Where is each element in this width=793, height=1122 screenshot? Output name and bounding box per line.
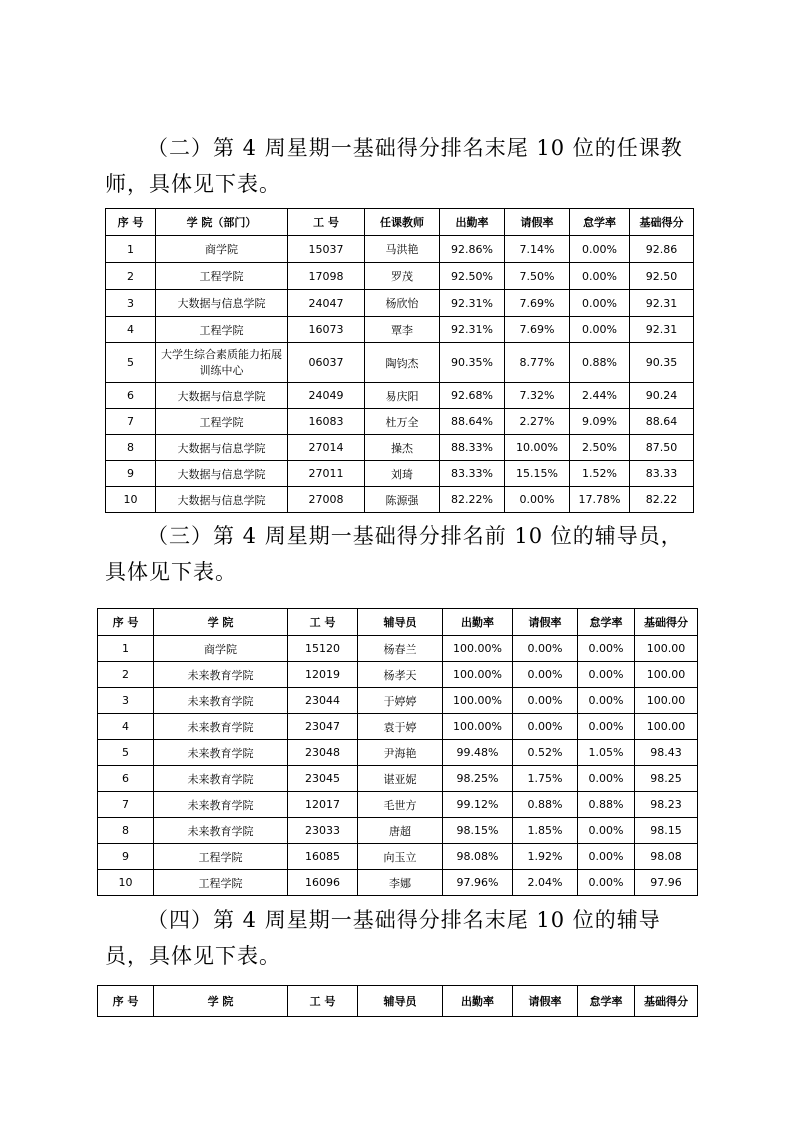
table-cell: 7.50% [505, 263, 570, 290]
table-cell: 23048 [288, 740, 358, 766]
table-cell: 0.00% [513, 714, 578, 740]
table-cell: 未来教育学院 [154, 688, 288, 714]
table-cell: 82.22 [630, 487, 694, 513]
table-cell: 商学院 [156, 236, 288, 263]
table-row [106, 409, 694, 435]
column-header: 辅导员 [358, 986, 443, 1017]
table-cell: 操杰 [365, 435, 440, 461]
column-header: 学 院 [154, 986, 288, 1017]
column-header: 辅导员 [358, 609, 443, 636]
table-cell: 90.35 [630, 343, 694, 383]
table-cell: 7.32% [505, 383, 570, 409]
table-cell: 24049 [288, 383, 365, 409]
table-cell: 27011 [288, 461, 365, 487]
table-row [106, 263, 694, 290]
column-header: 出勤率 [443, 609, 513, 636]
column-header: 怠学率 [570, 209, 630, 236]
column-header: 基础得分 [630, 209, 694, 236]
table-cell: 10 [106, 487, 156, 513]
table-cell: 工程学院 [154, 870, 288, 896]
table-cell: 10 [98, 870, 154, 896]
table-cell: 90.24 [630, 383, 694, 409]
table-cell: 7.69% [505, 290, 570, 317]
table-cell: 90.35% [440, 343, 505, 383]
column-header: 请假率 [505, 209, 570, 236]
table-cell: 83.33 [630, 461, 694, 487]
table-cell: 15120 [288, 636, 358, 662]
table-cell: 7 [98, 792, 154, 818]
column-header: 序 号 [98, 609, 154, 636]
table-cell: 2.44% [570, 383, 630, 409]
table-cell: 06037 [288, 343, 365, 383]
table-cell: 27014 [288, 435, 365, 461]
table-cell: 0.00% [578, 870, 635, 896]
table-cell: 100.00% [443, 636, 513, 662]
column-header: 学 院（部门） [156, 209, 288, 236]
table-row [106, 435, 694, 461]
table-row [98, 818, 698, 844]
table-cell: 易庆阳 [365, 383, 440, 409]
table-cell: 未来教育学院 [154, 818, 288, 844]
table-cell: 未来教育学院 [154, 766, 288, 792]
table-cell: 1.05% [578, 740, 635, 766]
table-cell: 92.31 [630, 290, 694, 317]
column-header: 请假率 [513, 986, 578, 1017]
table-cell: 0.52% [513, 740, 578, 766]
table-cell: 100.00 [635, 636, 698, 662]
table-cell: 0.00% [578, 636, 635, 662]
table-cell: 尹海艳 [358, 740, 443, 766]
table-cell: 98.08% [443, 844, 513, 870]
table-cell: 16085 [288, 844, 358, 870]
table-cell: 92.86% [440, 236, 505, 263]
table-cell: 100.00 [635, 688, 698, 714]
table-cell: 23047 [288, 714, 358, 740]
table-cell: 16073 [288, 317, 365, 343]
table-row [98, 636, 698, 662]
table-cell: 98.25% [443, 766, 513, 792]
column-header: 工 号 [288, 609, 358, 636]
table-cell: 0.88% [570, 343, 630, 383]
table-cell: 大数据与信息学院 [156, 487, 288, 513]
table-cell: 袁于婷 [358, 714, 443, 740]
column-header: 序 号 [106, 209, 156, 236]
table-cell: 98.23 [635, 792, 698, 818]
table-cell: 毛世方 [358, 792, 443, 818]
column-header: 怠学率 [578, 986, 635, 1017]
table-row [106, 461, 694, 487]
table-row [106, 383, 694, 409]
table-cell: 1 [98, 636, 154, 662]
table-cell: 8 [106, 435, 156, 461]
table-cell: 98.43 [635, 740, 698, 766]
counselor-top10-table [97, 608, 698, 896]
table-cell: 92.31% [440, 317, 505, 343]
table-cell: 工程学院 [154, 844, 288, 870]
table-cell: 4 [106, 317, 156, 343]
table-cell: 大学生综合素质能力拓展训练中心 [156, 343, 288, 383]
table-cell: 1.85% [513, 818, 578, 844]
table-cell: 未来教育学院 [154, 740, 288, 766]
table-cell: 24047 [288, 290, 365, 317]
table-cell: 82.22% [440, 487, 505, 513]
table-cell: 9 [106, 461, 156, 487]
table-cell: 23044 [288, 688, 358, 714]
table-cell: 17.78% [570, 487, 630, 513]
table-cell: 向玉立 [358, 844, 443, 870]
table-cell: 刘琦 [365, 461, 440, 487]
table-cell: 6 [98, 766, 154, 792]
table-cell: 7.14% [505, 236, 570, 263]
table-cell: 工程学院 [156, 409, 288, 435]
table-cell: 83.33% [440, 461, 505, 487]
table-cell: 0.00% [570, 317, 630, 343]
table-cell: 7 [106, 409, 156, 435]
table-cell: 15.15% [505, 461, 570, 487]
table-cell: 88.64% [440, 409, 505, 435]
table-row [106, 343, 694, 383]
table-cell: 3 [98, 688, 154, 714]
column-header: 序 号 [98, 986, 154, 1017]
table-cell: 杜万全 [365, 409, 440, 435]
table-cell: 8.77% [505, 343, 570, 383]
table-row [106, 487, 694, 513]
table-cell: 100.00 [635, 714, 698, 740]
table-cell: 覃李 [365, 317, 440, 343]
table-row [98, 714, 698, 740]
table-row [98, 662, 698, 688]
table-row [106, 317, 694, 343]
table-cell: 92.50% [440, 263, 505, 290]
table-cell: 0.88% [578, 792, 635, 818]
table-cell: 未来教育学院 [154, 792, 288, 818]
table-header-row [98, 986, 698, 1017]
table-cell: 2 [98, 662, 154, 688]
table-cell: 杨欣怡 [365, 290, 440, 317]
column-header: 基础得分 [635, 986, 698, 1017]
table-cell: 未来教育学院 [154, 662, 288, 688]
table-cell: 87.50 [630, 435, 694, 461]
table-cell: 大数据与信息学院 [156, 383, 288, 409]
table-cell: 99.12% [443, 792, 513, 818]
table-cell: 23033 [288, 818, 358, 844]
column-header: 工 号 [288, 986, 358, 1017]
table-cell: 1.75% [513, 766, 578, 792]
table-cell: 92.31 [630, 317, 694, 343]
table-cell: 9 [98, 844, 154, 870]
table-row [98, 766, 698, 792]
table-cell: 1 [106, 236, 156, 263]
table-cell: 0.00% [578, 714, 635, 740]
table-cell: 12019 [288, 662, 358, 688]
table-cell: 0.00% [578, 662, 635, 688]
table-row [106, 290, 694, 317]
table-cell: 100.00 [635, 662, 698, 688]
table-cell: 0.88% [513, 792, 578, 818]
table-cell: 17098 [288, 263, 365, 290]
table-cell: 0.00% [513, 688, 578, 714]
table-cell: 98.25 [635, 766, 698, 792]
table-cell: 0.00% [570, 236, 630, 263]
table-cell: 大数据与信息学院 [156, 290, 288, 317]
table-cell: 马洪艳 [365, 236, 440, 263]
table-cell: 唐超 [358, 818, 443, 844]
table-cell: 于婷婷 [358, 688, 443, 714]
table-row [98, 870, 698, 896]
table-cell: 23045 [288, 766, 358, 792]
table-cell: 98.15 [635, 818, 698, 844]
table-cell: 大数据与信息学院 [156, 461, 288, 487]
table-row [98, 688, 698, 714]
table-cell: 工程学院 [156, 263, 288, 290]
table-cell: 98.08 [635, 844, 698, 870]
column-header: 学 院 [154, 609, 288, 636]
table-row [98, 792, 698, 818]
table-cell: 未来教育学院 [154, 714, 288, 740]
table-cell: 0.00% [578, 844, 635, 870]
table-cell: 6 [106, 383, 156, 409]
table-header-row [98, 609, 698, 636]
table-cell: 99.48% [443, 740, 513, 766]
teacher-bottom10-table [105, 208, 694, 513]
table-cell: 16096 [288, 870, 358, 896]
section4-heading: （四）第 4 周星期一基础得分排名末尾 10 位的辅导员，具体见下表。 [105, 908, 661, 968]
table-cell: 92.50 [630, 263, 694, 290]
table-cell: 92.68% [440, 383, 505, 409]
table-cell: 5 [98, 740, 154, 766]
table-cell: 97.96% [443, 870, 513, 896]
table-cell: 杨孝天 [358, 662, 443, 688]
column-header: 出勤率 [443, 986, 513, 1017]
column-header: 任课教师 [365, 209, 440, 236]
table-cell: 1.92% [513, 844, 578, 870]
table-cell: 88.64 [630, 409, 694, 435]
table-cell: 商学院 [154, 636, 288, 662]
column-header: 怠学率 [578, 609, 635, 636]
table-cell: 100.00% [443, 714, 513, 740]
table-cell: 0.00% [578, 818, 635, 844]
table-cell: 10.00% [505, 435, 570, 461]
column-header: 基础得分 [635, 609, 698, 636]
table-cell: 1.52% [570, 461, 630, 487]
table-cell: 92.86 [630, 236, 694, 263]
table-cell: 9.09% [570, 409, 630, 435]
table-header-row [106, 209, 694, 236]
table-cell: 0.00% [578, 688, 635, 714]
table-cell: 0.00% [513, 662, 578, 688]
table-cell: 陈源强 [365, 487, 440, 513]
table-cell: 2.50% [570, 435, 630, 461]
table-cell: 0.00% [570, 290, 630, 317]
table-cell: 大数据与信息学院 [156, 435, 288, 461]
table-row [98, 740, 698, 766]
table-row [106, 236, 694, 263]
table-cell: 27008 [288, 487, 365, 513]
table-cell: 12017 [288, 792, 358, 818]
table-cell: 16083 [288, 409, 365, 435]
table-cell: 0.00% [505, 487, 570, 513]
table-cell: 谌亚妮 [358, 766, 443, 792]
table-cell: 88.33% [440, 435, 505, 461]
table-row [98, 844, 698, 870]
section2-heading: （二）第 4 周星期一基础得分排名末尾 10 位的任课教师，具体见下表。 [105, 136, 683, 196]
table-cell: 罗茂 [365, 263, 440, 290]
table-cell: 李娜 [358, 870, 443, 896]
table-cell: 5 [106, 343, 156, 383]
table-cell: 8 [98, 818, 154, 844]
table-cell: 92.31% [440, 290, 505, 317]
table-cell: 工程学院 [156, 317, 288, 343]
table-cell: 2.04% [513, 870, 578, 896]
column-header: 工 号 [288, 209, 365, 236]
table-cell: 3 [106, 290, 156, 317]
column-header: 请假率 [513, 609, 578, 636]
table-cell: 100.00% [443, 662, 513, 688]
table-cell: 98.15% [443, 818, 513, 844]
table-cell: 97.96 [635, 870, 698, 896]
table-cell: 100.00% [443, 688, 513, 714]
table-cell: 0.00% [578, 766, 635, 792]
table-cell: 0.00% [570, 263, 630, 290]
table-cell: 2 [106, 263, 156, 290]
table-cell: 2.27% [505, 409, 570, 435]
table-cell: 15037 [288, 236, 365, 263]
table-cell: 4 [98, 714, 154, 740]
table-cell: 杨春兰 [358, 636, 443, 662]
table-cell: 陶钧杰 [365, 343, 440, 383]
section3-heading: （三）第 4 周星期一基础得分排名前 10 位的辅导员，具体见下表。 [105, 524, 683, 584]
column-header: 出勤率 [440, 209, 505, 236]
table-cell: 7.69% [505, 317, 570, 343]
counselor-bottom10-table [97, 985, 698, 1017]
table-cell: 0.00% [513, 636, 578, 662]
